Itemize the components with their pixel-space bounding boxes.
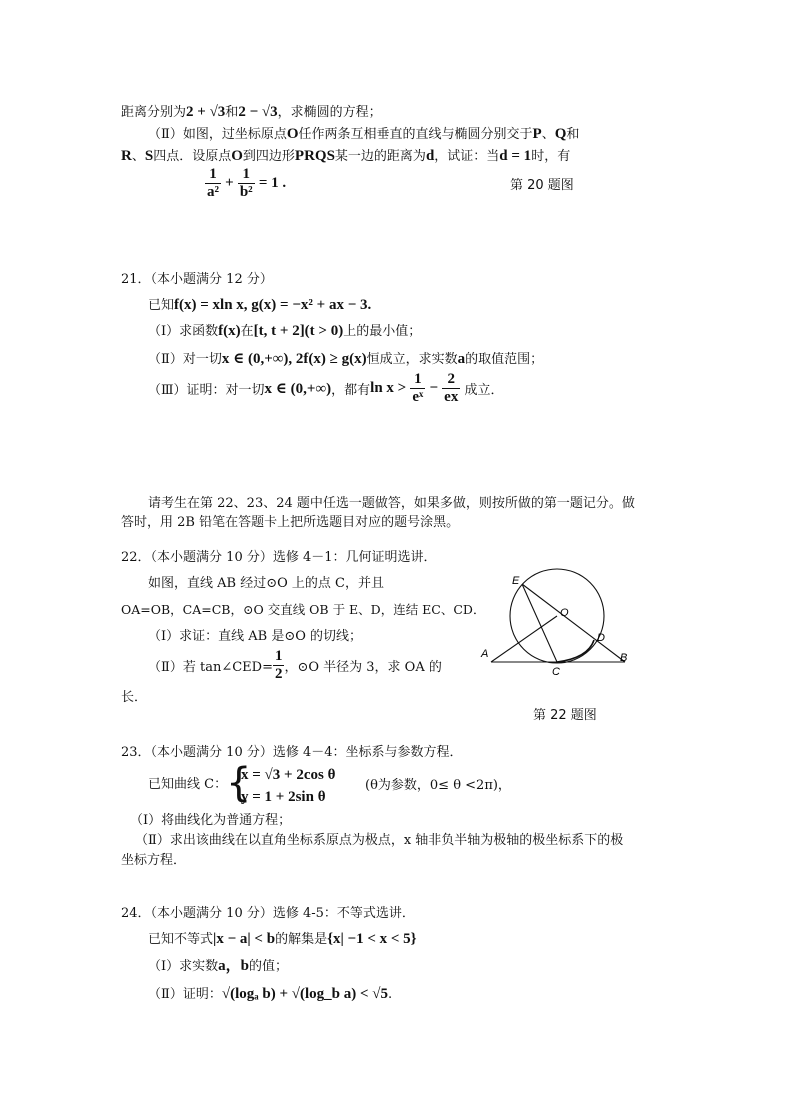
- q22-line-ec: [522, 584, 557, 662]
- notice-line2: 答时，用 2B 铅笔在答题卡上把所选题目对应的题号涂黑。: [121, 515, 460, 530]
- q22-label-c: C: [552, 666, 560, 678]
- q22-label-e: E: [512, 575, 520, 587]
- q24-part2: （Ⅱ）证明：√(logₐ b) + √(log_b a) < √5.: [148, 986, 393, 1002]
- q20-part2-line2: R、S四点．设原点O到四边形PRQS某一边的距离为d，试证：当d = 1时，有: [121, 148, 571, 164]
- q21-header: 21．（本小题满分 12 分）: [121, 272, 273, 287]
- q20-line1: 距离分别为2 + √3和2 − √3，求椭圆的方程；: [121, 104, 382, 120]
- q21-frac2: $\frac{2}{ex}$: [444, 371, 459, 405]
- notice-line1: 请考生在第 22、23、24 题中任选一题做答，如果多做，则按所做的第一题记分。做: [148, 496, 635, 511]
- q21-part1: （Ⅰ）求函数f(x)在[t, t + 2](t > 0)上的最小值；: [148, 323, 422, 339]
- q23-given: 已知曲线 C：: [148, 777, 228, 792]
- q21-frac1: $\frac{1}{\text{eˣ}}$: [412, 371, 424, 405]
- q23-part2-line2: 坐标方程．: [121, 853, 187, 868]
- q22-part1: （Ⅰ）求证：直线 AB 是⊙O 的切线；: [148, 629, 363, 644]
- q22-label-a: A: [481, 648, 489, 660]
- q23-header: 23．（本小题满分 10 分）选修 4－4：坐标系与参数方程．: [121, 745, 463, 760]
- q22-label-o: O: [560, 607, 569, 619]
- q22-figure-label: 第 22 题图: [533, 708, 597, 723]
- q22-label-b: B: [620, 652, 628, 664]
- q22-part2: （Ⅱ）若 tan∠CED= $\frac{1}{2}$ ，⊙O 半径为 3，求 OA 的: [148, 648, 442, 682]
- q23-brace: {: [226, 760, 252, 806]
- q22-line2: OA=OB，CA=CB，⊙O 交直线 OB 于 E、D，连结 EC、CD．: [121, 602, 486, 617]
- q24-part1: （Ⅰ）求实数a，b的值；: [148, 958, 288, 974]
- q24-header: 24．（本小题满分 10 分）选修 4-5：不等式选讲．: [121, 906, 415, 921]
- q20-frac2: $\frac{1}{\text{b²}}$: [239, 166, 253, 200]
- q20-part2-line1: （Ⅱ）如图，过坐标原点O任作两条互相垂直的直线与椭圆分别交于P、Q和: [148, 126, 580, 142]
- q23-eq1: x = √3 + 2cos θ: [241, 767, 336, 783]
- q20-formula: $\frac{1}{\text{a²}}$ + $\frac{1}{\text{b²}}$ = 1 .: [207, 166, 287, 200]
- q20-frac1: $\frac{1}{\text{a²}}$: [207, 166, 219, 200]
- q20-figure-label: 第 20 题图: [510, 178, 574, 193]
- q23-part2-line1: （Ⅱ）求出该曲线在以直角坐标系原点为极点，x 轴非负半轴为极轴的极坐标系下的极: [135, 833, 624, 848]
- q22-label-d: D: [597, 632, 605, 644]
- q23-part1: （Ⅰ）将曲线化为普通方程；: [130, 813, 292, 828]
- q22-line1: 如图，直线 AB 经过⊙O 上的点 C，并且: [148, 576, 384, 591]
- q21-given: 已知f(x) = xln x, g(x) = −x² + ax − 3.: [148, 297, 372, 313]
- q23-param: (θ为参数，0≤ θ <2π)，: [365, 778, 511, 793]
- q20-value2: 2 − √3: [238, 104, 278, 120]
- q22-part2-tail: 长．: [121, 690, 148, 705]
- q20-value1: 2 + √3: [186, 104, 226, 120]
- q22-frac: $\frac{1}{2}$: [274, 648, 283, 682]
- q22-header: 22．（本小题满分 10 分）选修 4－1：几何证明选讲．: [121, 550, 437, 565]
- q23-eq2: y = 1 + 2sin θ: [241, 789, 326, 805]
- q22-line-eb: [522, 584, 628, 664]
- q21-part3: （Ⅲ）证明：对一切x ∈ (0,+∞)，都有ln x > $\frac{1}{\text{eˣ}}$ − $\frac{2}{ex}$ 成立．: [148, 371, 504, 405]
- q24-given: 已知不等式|x − a| < b的解集是{x| −1 < x < 5}: [148, 931, 417, 947]
- q21-part2: （Ⅱ）对一切x ∈ (0,+∞), 2f(x) ≥ g(x)恒成立，求实数a的取值范围；: [148, 351, 544, 367]
- q22-figure: [476, 566, 636, 686]
